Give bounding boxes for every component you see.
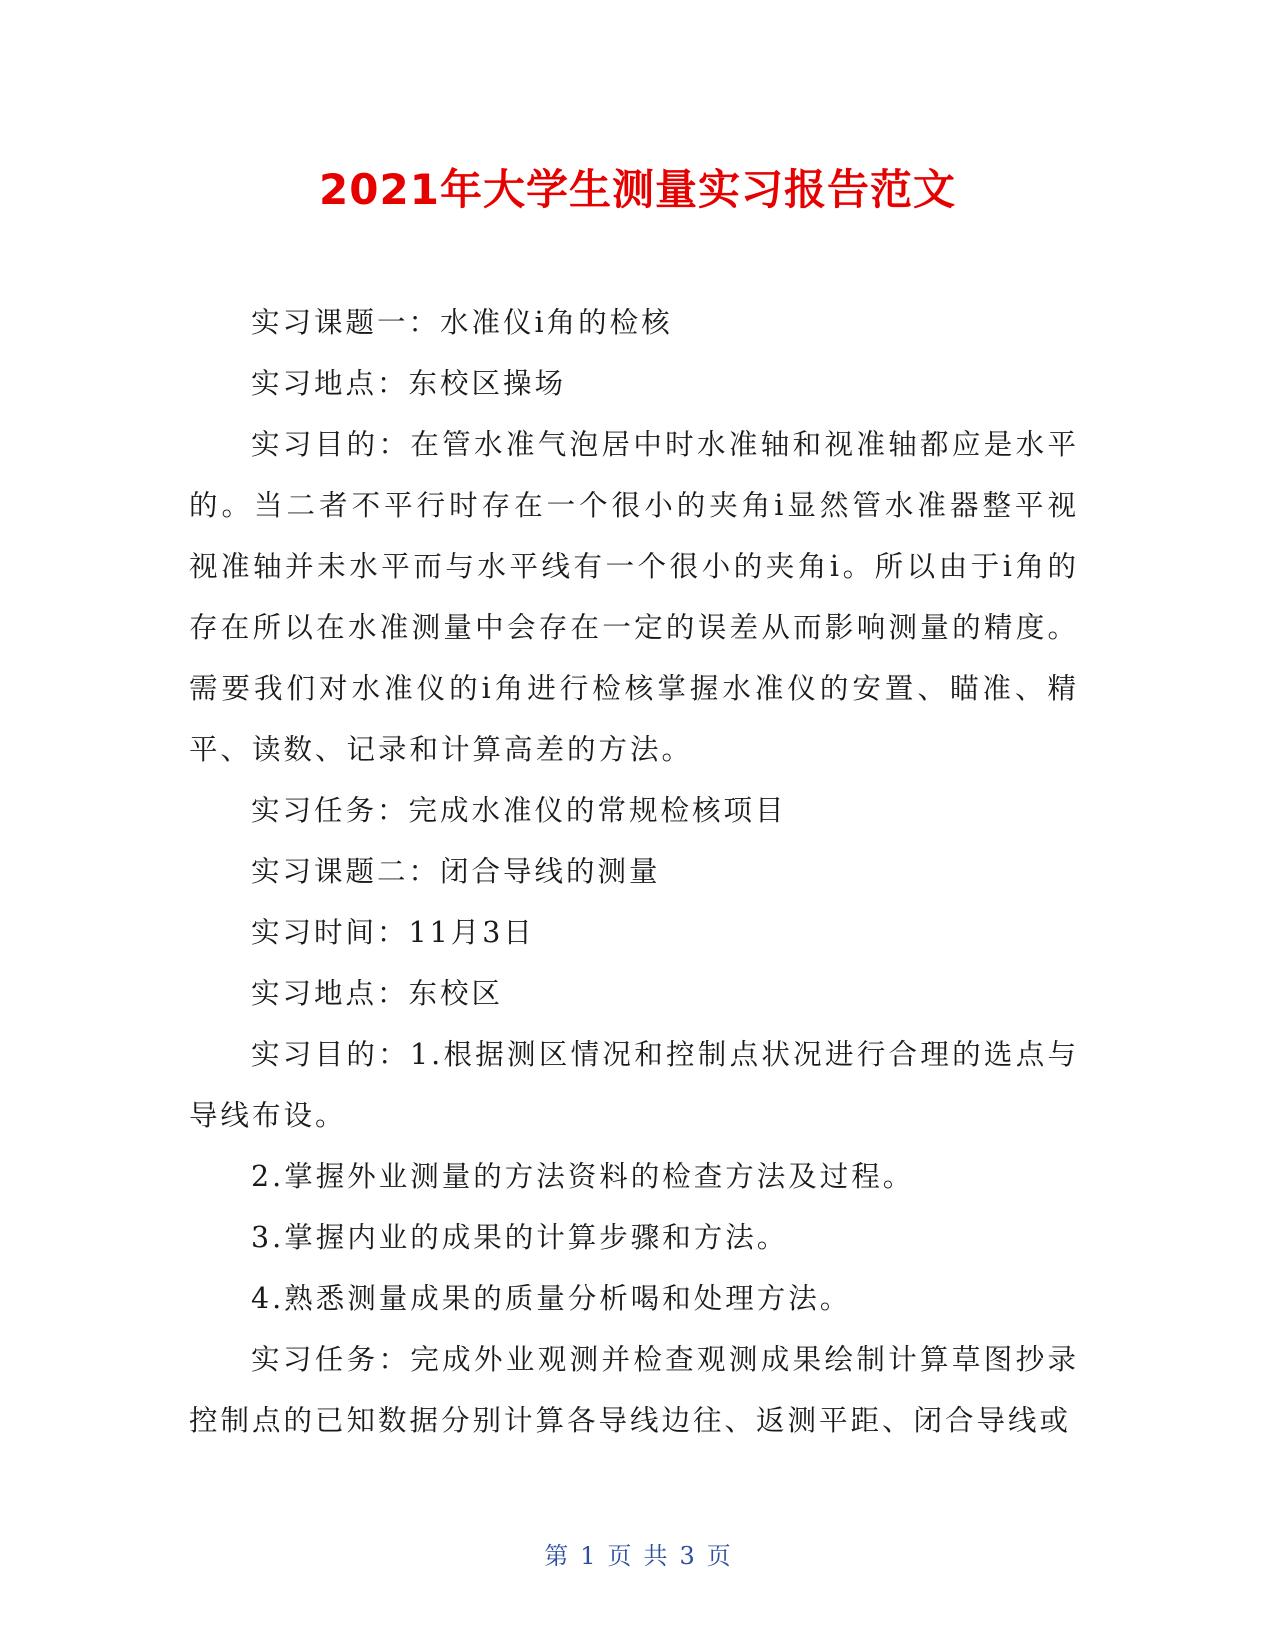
paragraph: 实习时间：11月3日 <box>251 916 535 949</box>
paragraph: 实习目的：1.根据测区情况和控制点状况进行合理的选点与导线布设。 <box>189 1038 1079 1132</box>
footer-total-pages: 3 <box>679 1542 695 1570</box>
footer-page-word: 页 <box>607 1542 632 1570</box>
footer-total-prefix: 共 <box>643 1542 668 1570</box>
document-body <box>189 292 1079 1451</box>
paragraph: 实习课题二：闭合导线的测量 <box>251 855 661 888</box>
paragraph: 实习课题一：水准仪i角的检核 <box>251 306 673 339</box>
paragraph: 实习任务：完成外业观测并检查观测成果绘制计算草图抄录控制点的已知数据分别计算各导线边往、返测平距、闭合导线或 <box>189 1343 1079 1437</box>
paragraph: 4.熟悉测量成果的质量分析喝和处理方法。 <box>251 1282 852 1315</box>
paragraph: 实习任务：完成水准仪的常规检核项目 <box>251 794 787 827</box>
footer-page-suffix: 页 <box>706 1542 731 1570</box>
paragraph: 实习目的：在管水准气泡居中时水准轴和视准轴都应是水平的。当二者不平行时存在一个很小的夹角i显然管水准器整平视视准轴并未水平而与水平线有一个很小的夹角i。所以由于i角的存在所以在水准测量中会存在一定的误差从而影响测量的精度。需要我们对水准仪的i角进行检核掌握水准仪的安置、瞄准、精平、读数、记录和计算高差的方法。 <box>189 428 1079 766</box>
page-footer <box>0 1540 1275 1572</box>
paragraph: 实习地点：东校区操场 <box>251 367 567 400</box>
paragraph: 2.掌握外业测量的方法资料的检查方法及过程。 <box>251 1160 915 1193</box>
paragraph: 实习地点：东校区 <box>251 977 504 1010</box>
footer-current-page: 1 <box>580 1542 596 1570</box>
footer-prefix: 第 <box>544 1542 569 1570</box>
document-title: 2021年大学生测量实习报告范文 <box>319 165 956 214</box>
paragraph: 3.掌握内业的成果的计算步骤和方法。 <box>251 1221 789 1254</box>
